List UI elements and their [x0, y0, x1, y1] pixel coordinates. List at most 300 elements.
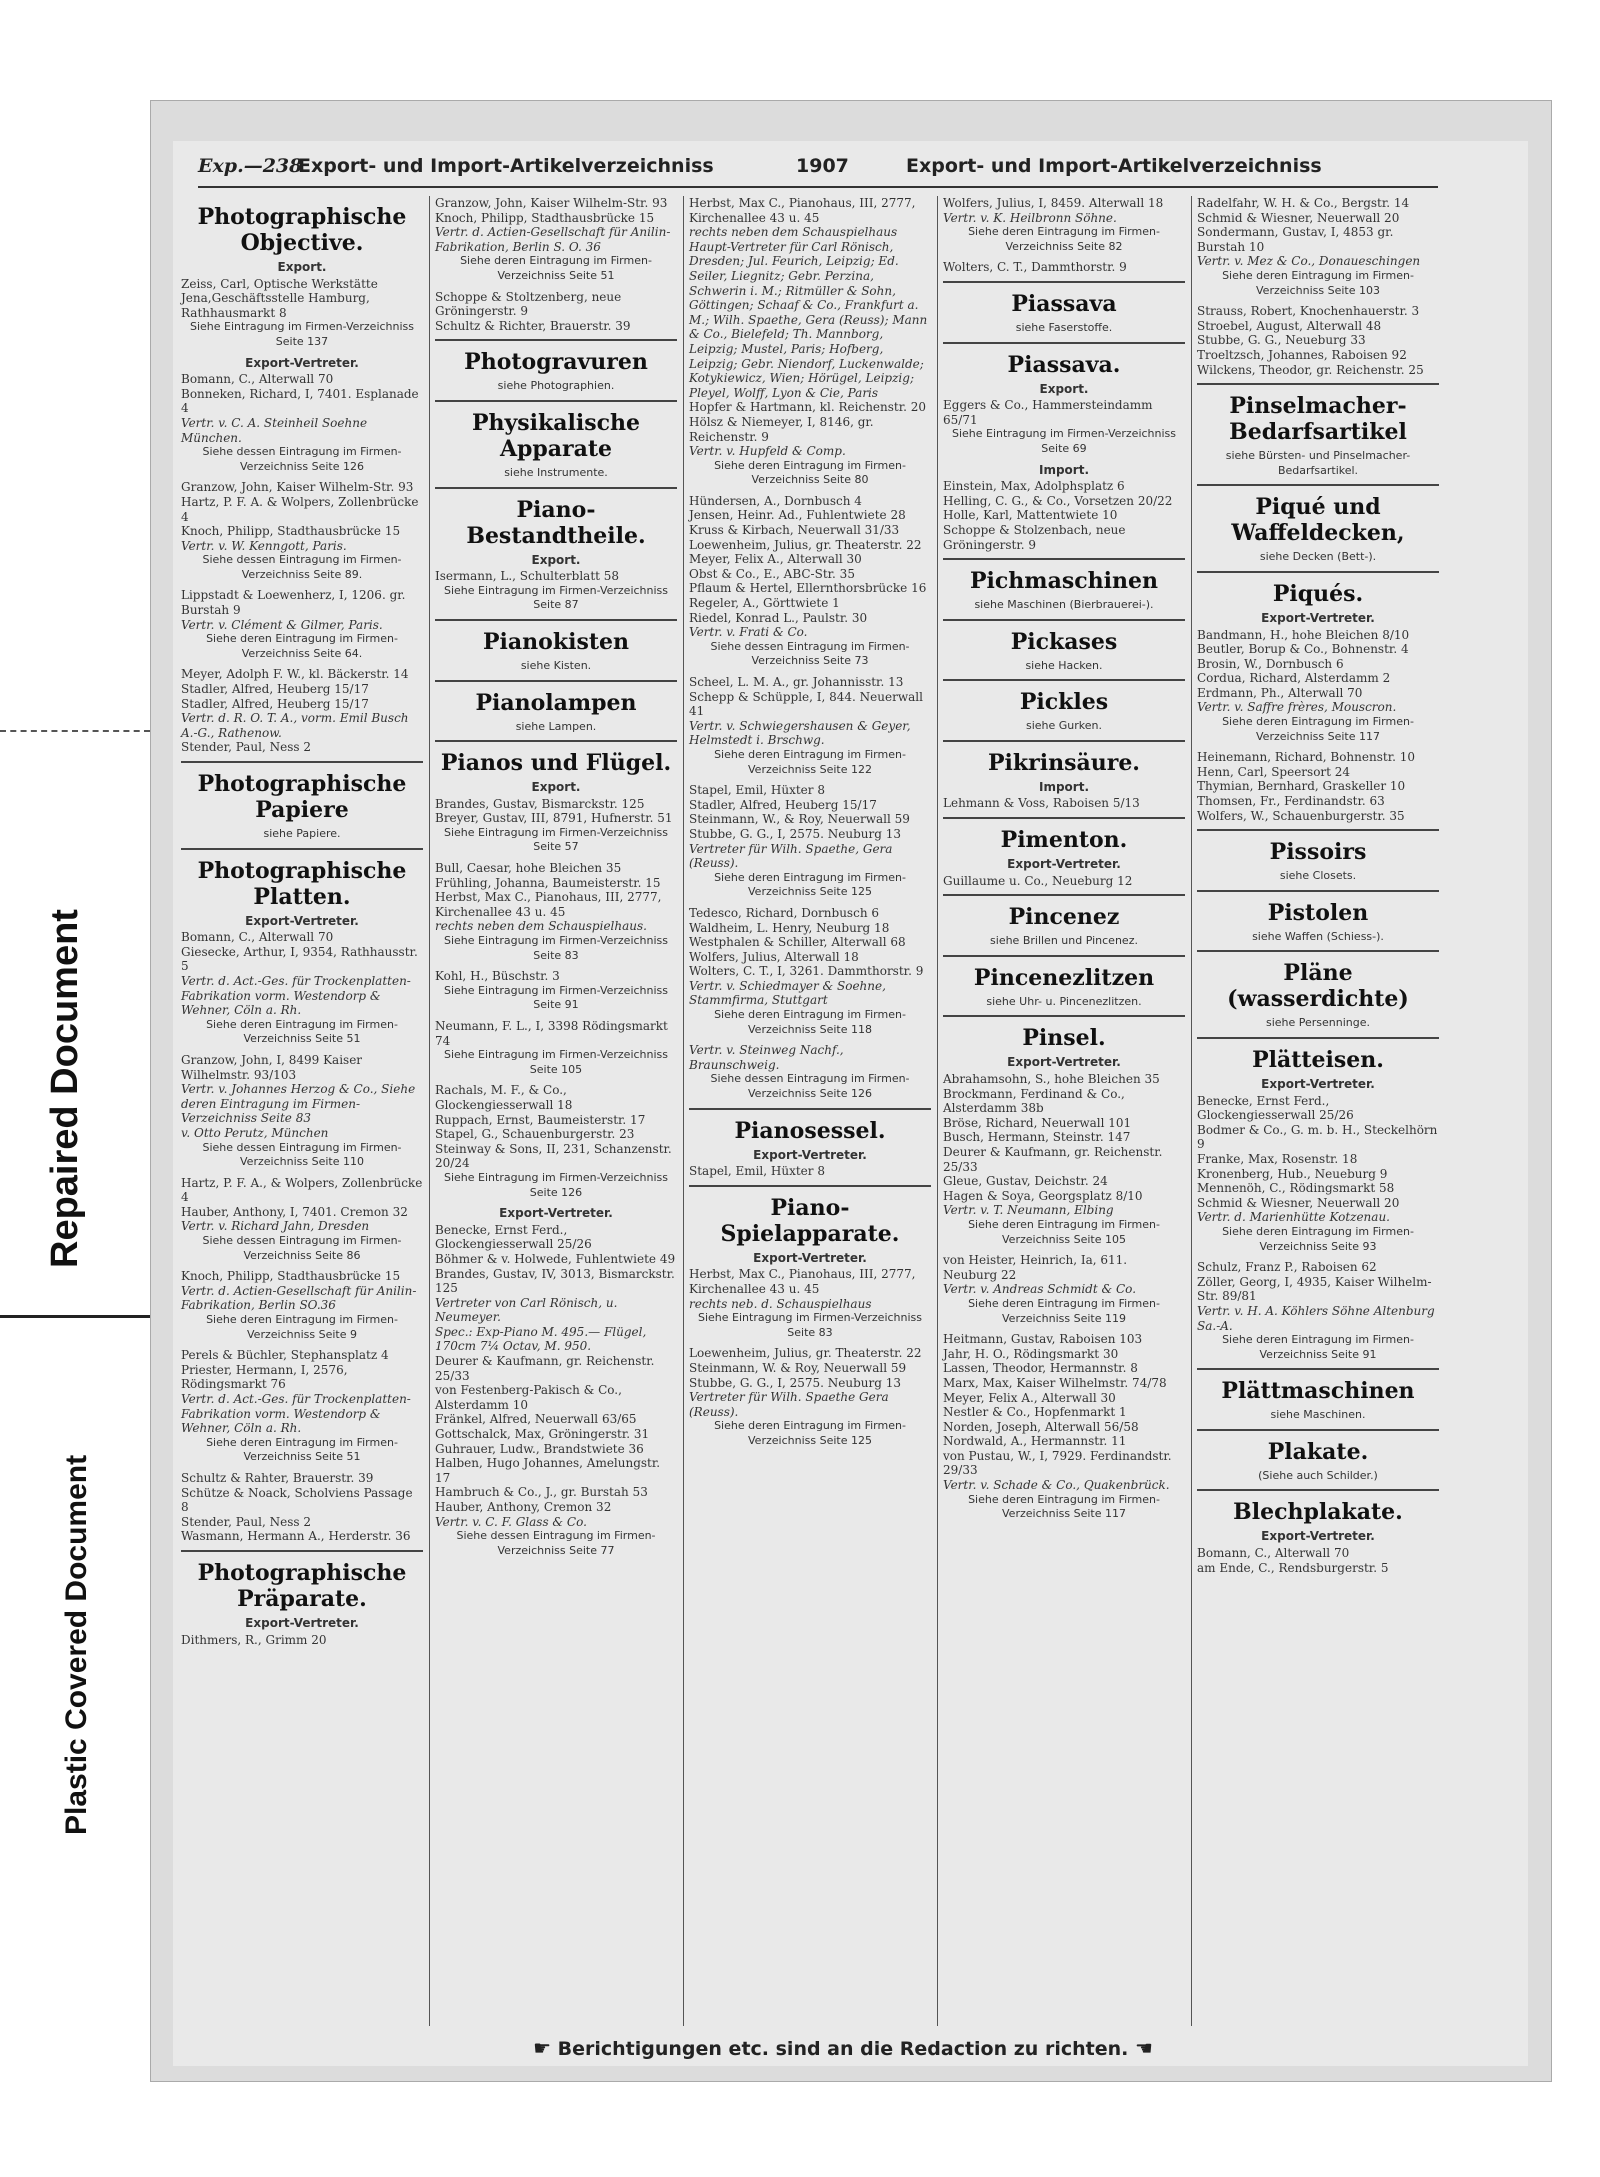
- firm-entry: Knoch, Philipp, Stadthausbrücke 15: [181, 524, 401, 539]
- section-heading: Photographische Papiere: [197, 771, 407, 823]
- firm-entry: Granzow, John, I, 8499 Kaiser Wilhelmstr. 93/103: [181, 1052, 363, 1082]
- register-reference: Siehe deren Eintragung im Firmen-Verzeichniss Seite 125: [714, 870, 906, 899]
- firm-entry: Waldheim, L. Henry, Neuburg 18: [689, 920, 890, 935]
- representation-note: Vertreter für Wilh. Spaethe, Gera (Reuss).: [689, 841, 893, 871]
- representation-note: Vertr. v. Schiedmayer & Soehne, Stammfirma, Stuttgart: [689, 978, 886, 1008]
- firm-entry: Franke, Max, Rosenstr. 18: [1197, 1151, 1358, 1166]
- cross-reference: siehe Gurken.: [1025, 719, 1103, 733]
- footer-text: Berichtigungen etc. sind an die Redaction zu richten.: [557, 2038, 1129, 2060]
- firm-entry: Loewenheim, Julius, gr. Theaterstr. 22: [689, 1346, 922, 1361]
- firm-entry: Helling, C. G., & Co., Vorsetzen 20/22: [943, 493, 1173, 508]
- section-rule: [943, 619, 1185, 621]
- register-reference: Siehe deren Eintragung im Firmen-Verzeichniss Seite 118: [714, 1008, 906, 1036]
- firm-entry: Fränkel, Alfred, Neuerwall 63/65: [435, 1412, 637, 1427]
- register-reference: Siehe Eintragung im Firmen-Verzeichniss Seite 57: [443, 825, 669, 854]
- firm-entry: Regeler, A., Görttwiete 1: [689, 596, 840, 611]
- sidebar: [0, 0, 150, 2177]
- firm-entry: am Ende, C., Rendsburgerstr. 5: [1197, 1560, 1389, 1575]
- cross-reference: siehe Maschinen.: [1270, 1408, 1366, 1422]
- section-rule: [943, 955, 1185, 957]
- register-reference: Siehe Eintragung im Firmen-Verzeichniss Seite 87: [443, 583, 669, 612]
- cross-reference: siehe Bürsten- und Pinselmacher-Bedarfsartikel.: [1225, 449, 1411, 477]
- firm-entry: Ruppach, Ernst, Baumeisterstr. 17: [435, 1112, 646, 1127]
- representation-note: Vertr. v. H. A. Köhlers Söhne Altenburg Sa.-A.: [1197, 1303, 1435, 1333]
- firm-entry: Loewenheim, Julius, gr. Theaterstr. 22: [689, 537, 922, 552]
- section-rule: [943, 679, 1185, 681]
- firm-entry: Stubbe, G. G., I, 2575. Neuburg 13: [689, 826, 902, 841]
- section-heading: Pissoirs: [1269, 839, 1367, 866]
- register-reference: Siehe dessen Eintragung im Firmen-Verzeichniss Seite 86: [202, 1234, 402, 1262]
- firm-entry: Herbst, Max C., Pianohaus, III, 2777, Kirchenallee 43 u. 45: [435, 890, 662, 919]
- firm-entry: Troeltzsch, Johannes, Raboisen 92: [1197, 347, 1407, 362]
- firm-entry: von Pustau, W., I, 7929. Ferdinandstr. 29/33: [943, 1448, 1172, 1478]
- subheading: Export-Vertreter.: [1007, 857, 1121, 872]
- firm-entry: Meyer, Felix A., Alterwall 30: [689, 552, 862, 567]
- subheading: Import.: [1038, 779, 1089, 794]
- column-2: [435, 196, 677, 2026]
- firm-entry: Jensen, Heinr. Ad., Fuhlentwiete 28: [689, 508, 906, 523]
- representation-note: Vertr. d. Act.-Ges. für Trockenplatten-Fabrikation vorm. Westendorp & Wehner, Cöln a. Rh.: [181, 973, 411, 1018]
- subheading: Export.: [277, 260, 327, 274]
- column-4: [943, 196, 1185, 2026]
- firm-entry: von Festenberg-Pakisch & Co., Alsterdamm 10: [435, 1383, 622, 1412]
- firm-entry: Schoppe & Stolzenbach, neue Gröningerstr. 9: [943, 522, 1126, 552]
- column-rule: [429, 196, 430, 2026]
- register-reference: Siehe deren Eintragung im Firmen-Verzeichniss Seite 105: [968, 1217, 1160, 1246]
- firm-entry: von Heister, Heinrich, Ia, 611. Neuburg 22: [943, 1253, 1128, 1282]
- header-title-left: Export- und Import-Artikelverzeichniss: [298, 155, 714, 177]
- firm-entry: Lippstadt & Loewenherz, I, 1206. gr. Burstah 9: [181, 588, 406, 618]
- firm-entry: Isermann, L., Schulterblatt 58: [435, 569, 620, 584]
- representation-note: Vertr. v. K. Heilbronn Söhne.: [943, 210, 1117, 225]
- firm-entry: Lehmann & Voss, Raboisen 5/13: [943, 796, 1140, 811]
- section-rule: [689, 1108, 931, 1110]
- pointing-hand-right-icon: ☛: [533, 2036, 552, 2060]
- subheading: Export-Vertreter.: [245, 913, 359, 928]
- section-rule: [1197, 383, 1439, 385]
- firm-entry: Herbst, Max C., Pianohaus, III, 2777, Kirchenallee 43 u. 45: [689, 196, 916, 225]
- register-reference: Siehe deren Eintragung im Firmen-Verzeichniss Seite 82: [968, 225, 1160, 253]
- section-rule: [1197, 1368, 1439, 1370]
- representation-note: Vertr. d. R. O. T. A., vorm. Emil Busch A.-G., Rathenow.: [181, 711, 409, 740]
- firm-entry: Guhrauer, Ludw., Brandstwiete 36: [435, 1441, 644, 1456]
- page-header: [198, 155, 1438, 183]
- firm-entry: Schütze & Noack, Scholviens Passage 8: [181, 1485, 413, 1515]
- firm-entry: Schepp & Schüpple, I, 844. Neuerwall 41: [689, 689, 923, 719]
- firm-entry: Thomsen, Fr., Ferdinandstr. 63: [1197, 794, 1385, 809]
- firm-entry: Bomann, C., Alterwall 70: [181, 372, 334, 387]
- register-reference: Siehe deren Eintragung im Firmen-Verzeichniss Seite 51: [206, 1435, 398, 1464]
- representation-note: Vertr. v. Steinweg Nachf., Braunschweig.: [689, 1043, 844, 1072]
- firm-entry: Dithmers, R., Grimm 20: [181, 1632, 327, 1647]
- firm-entry: Zeiss, Carl, Optische Werkstätte Jena,Geschäftsstelle Hamburg, Rathhausmarkt 8: [181, 276, 378, 320]
- firm-entry: Böhmer & v. Holwede, Fuhlentwiete 49: [435, 1251, 676, 1266]
- register-reference: Siehe deren Eintragung im Firmen-Verzeichniss Seite 119: [968, 1296, 1160, 1325]
- section-rule: [943, 740, 1185, 742]
- register-reference: Siehe deren Eintragung im Firmen-Verzeichniss Seite 51: [460, 254, 652, 282]
- register-reference: Siehe Eintragung im Firmen-Verzeichniss Seite 69: [951, 427, 1177, 455]
- cross-reference: siehe Brillen und Pincenez.: [990, 934, 1138, 948]
- firm-entry: Stadler, Alfred, Heuberg 15/17: [181, 682, 369, 697]
- subheading: Export-Vertreter.: [1261, 610, 1375, 625]
- firm-entry: Zöller, Georg, I, 4935, Kaiser Wilhelm-Str. 89/81: [1197, 1274, 1432, 1304]
- section-rule: [943, 1015, 1185, 1017]
- section-rule: [435, 619, 677, 621]
- section-heading: Blechplakate.: [1233, 1499, 1403, 1526]
- firm-entry: Marx, Max, Kaiser Wilhelmstr. 74/78: [943, 1375, 1167, 1390]
- firm-entry: Granzow, John, Kaiser Wilhelm-Str. 93: [181, 480, 414, 495]
- section-heading: Pichmaschinen: [970, 568, 1158, 595]
- representation-note: Vertr. v. Schade & Co., Quakenbrück.: [943, 1478, 1170, 1493]
- representation-note: Vertreter von Carl Rönisch, u. Neumeyer.: [435, 1295, 618, 1325]
- firm-entry: Radelfahr, W. H. & Co., Bergstr. 14: [1197, 196, 1410, 210]
- section-rule: [943, 894, 1185, 896]
- register-reference: Siehe deren Eintragung im Firmen-Verzeichniss Seite 80: [714, 458, 906, 487]
- firm-entry: Bomann, C., Alterwall 70: [1197, 1546, 1350, 1561]
- section-heading: Pickles: [1019, 689, 1109, 716]
- firm-entry: Schmid & Wiesner, Neuerwall 20: [1197, 1195, 1400, 1210]
- firm-entry: Gottschalck, Max, Gröningerstr. 31: [435, 1427, 650, 1442]
- firm-entry: Stadler, Alfred, Heuberg 15/17: [689, 797, 877, 812]
- cross-reference: (Siehe auch Schilder.): [1258, 1468, 1378, 1482]
- firm-entry: Beutler, Borup & Co., Bohnenstr. 4: [1197, 642, 1409, 657]
- section-rule: [943, 342, 1185, 344]
- section-heading: Pianosessel.: [734, 1117, 886, 1144]
- firm-entry: Benecke, Ernst Ferd., Glockengiesserwall 25/26: [435, 1222, 592, 1252]
- firm-entry: Erdmann, Ph., Alterwall 70: [1197, 685, 1363, 700]
- cross-reference: siehe Maschinen (Bierbrauerei-).: [974, 598, 1154, 612]
- firm-entry: Hauber, Anthony, Cremon 32: [435, 1500, 612, 1514]
- firm-entry: Hartz, P. F. A., & Wolpers, Zollenbrücke 4: [181, 1175, 423, 1205]
- representation-note: rechts neben dem Schauspielhaus: [689, 225, 898, 240]
- firm-entry: Kronenberg, Hub., Neueburg 9: [1197, 1166, 1388, 1181]
- firm-entry: Henn, Carl, Speersort 24: [1197, 764, 1351, 779]
- section-rule: [1197, 1429, 1439, 1431]
- firm-entry: Wolters, C. T., Dammthorstr. 9: [943, 260, 1127, 275]
- section-rule: [689, 1185, 931, 1187]
- section-rule: [435, 680, 677, 682]
- section-rule: [1197, 829, 1439, 831]
- representation-note: Vertr. d. Act.-Ges. für Trockenplatten-Fabrikation vorm. Westendorp & Wehner, Cöln a. Rh.: [181, 1392, 411, 1436]
- firm-entry: Holle, Karl, Mattentwiete 10: [943, 508, 1118, 523]
- register-reference: Siehe deren Eintragung im Firmen-Verzeichniss Seite 117: [1222, 715, 1414, 743]
- cross-reference: siehe Closets.: [1279, 869, 1357, 883]
- firm-entry: Hagen & Soya, Georgsplatz 8/10: [943, 1188, 1143, 1203]
- firm-entry: Bröse, Richard, Neuerwall 101: [943, 1115, 1132, 1130]
- subheading: Export-Vertreter.: [753, 1147, 867, 1162]
- section-rule: [943, 558, 1185, 560]
- firm-entry: Heitmann, Gustav, Raboisen 103: [943, 1332, 1143, 1347]
- representation-note: Vertr. d. Marienhütte Kotzenau.: [1197, 1210, 1390, 1225]
- section-heading: Pinselmacher-Bedarfsartikel: [1229, 393, 1407, 446]
- register-reference: Siehe deren Eintragung im Firmen-Verzeichniss Seite 51: [206, 1017, 398, 1046]
- firm-entry: Cordua, Richard, Alsterdamm 2: [1197, 671, 1391, 686]
- label-divider: [0, 1315, 150, 1318]
- section-rule: [181, 848, 423, 850]
- cross-reference: siehe Uhr- u. Pincenezlitzen.: [986, 994, 1142, 1008]
- section-heading: Piassava: [1011, 290, 1117, 317]
- repaired-document-label: Repaired Document: [44, 909, 86, 1268]
- firm-entry: Stroebel, August, Alterwall 48: [1197, 318, 1382, 333]
- register-reference: Siehe Eintragung im Firmen-Verzeichniss Seite 91: [443, 983, 669, 1012]
- section-rule: [435, 400, 677, 402]
- representation-note: Spec.: Exp-Piano M. 495.— Flügel, 170cm 7¼ Octav, M. 950.: [435, 1324, 647, 1354]
- firm-entry: Perels & Büchler, Stephansplatz 4: [181, 1348, 389, 1363]
- column-rule: [1191, 196, 1192, 2026]
- representation-note: Vertr. d. Actien-Gesellschaft für Anilin-Fabrikation, Berlin S. O. 36: [435, 225, 671, 254]
- firm-entry: Hartz, P. F. A. & Wolpers, Zollenbrücke 4: [181, 494, 419, 524]
- cross-reference: siehe Faserstoffe.: [1015, 320, 1113, 334]
- firm-entry: Tedesco, Richard, Dornbusch 6: [689, 905, 879, 920]
- representation-note: Vertr. v. Richard Jahn, Dresden: [181, 1219, 370, 1234]
- firm-entry: Jahr, H. O., Rödingsmarkt 30: [943, 1346, 1119, 1361]
- section-heading: Piano-Bestandtheile.: [466, 496, 646, 549]
- firm-entry: Schultz & Rahter, Brauerstr. 39: [181, 1470, 374, 1485]
- section-rule: [1197, 1037, 1439, 1039]
- column-rule: [683, 196, 684, 2026]
- page-reference: Exp.—238: [198, 155, 303, 177]
- register-reference: Siehe Eintragung im Firmen-Verzeichniss Seite 105: [443, 1048, 669, 1076]
- dashed-divider: [0, 730, 150, 732]
- register-reference: Siehe deren Eintragung im Firmen-Verzeichniss Seite 125: [714, 1419, 906, 1447]
- firm-entry: Hölsz & Niemeyer, I, 8146, gr. Reichenstr. 9: [689, 414, 874, 444]
- firm-entry: Norden, Joseph, Alterwall 56/58: [943, 1419, 1139, 1434]
- firm-entry: Hambruch & Co., J., gr. Burstah 53: [435, 1485, 648, 1500]
- scanned-page: [150, 100, 1552, 2082]
- representation-note: Vertr. v. W. Kenngott, Paris.: [181, 538, 347, 553]
- firm-entry: Bull, Caesar, hohe Bleichen 35: [435, 861, 622, 876]
- firm-entry: Benecke, Ernst Ferd., Glockengiesserwall 25/26: [1197, 1093, 1354, 1123]
- section-heading: Physikalische Apparate: [471, 409, 641, 462]
- firm-entry: Priester, Hermann, I, 2576, Rödingsmarkt 76: [181, 1362, 348, 1392]
- firm-entry: Bonneken, Richard, I, 7401. Esplanade 4: [181, 386, 419, 416]
- cross-reference: siehe Waffen (Schiess-).: [1252, 929, 1384, 943]
- firm-entry: Wolfers, W., Schauenburgerstr. 35: [1197, 808, 1405, 823]
- firm-entry: Halben, Hugo Johannes, Amelungstr. 17: [435, 1456, 661, 1485]
- firm-entry: Thymian, Bernhard, Graskeller 10: [1197, 779, 1406, 794]
- firm-entry: Schoppe & Stoltzenberg, neue Gröningerstr. 9: [435, 289, 622, 319]
- firm-entry: Steinway & Sons, II, 231, Schanzenstr. 20/24: [435, 1141, 672, 1171]
- section-heading: Photographische Platten.: [197, 857, 407, 910]
- subheading: Export-Vertreter.: [1261, 1077, 1375, 1091]
- cross-reference: siehe Decken (Bett-).: [1259, 550, 1377, 564]
- firm-entry: Stender, Paul, Ness 2: [181, 1514, 311, 1529]
- section-heading: Plätteisen.: [1252, 1047, 1384, 1073]
- section-rule: [181, 761, 423, 763]
- representation-note: Vertr. v. T. Neumann, Elbing: [943, 1203, 1114, 1218]
- register-reference: Siehe Eintragung im Firmen-Verzeichniss Seite 126: [443, 1170, 669, 1199]
- cross-reference: siehe Papiere.: [263, 827, 341, 840]
- firm-entry: Steinmann, W., & Roy, Neuerwall 59: [689, 812, 910, 827]
- firm-entry: Meyer, Felix A., Alterwall 30: [943, 1390, 1116, 1405]
- representation-note: Vertr. v. Mez & Co., Donaueschingen: [1197, 254, 1421, 269]
- representation-note: rechts neb. d. Schauspielhaus: [689, 1296, 872, 1311]
- section-heading: Pikrinsäure.: [988, 749, 1140, 776]
- pointing-hand-left-icon: ☚: [1134, 2036, 1153, 2060]
- register-reference: Siehe dessen Eintragung im Firmen-Verzeichniss Seite 126: [202, 445, 402, 473]
- register-reference: Siehe dessen Eintragung im Firmen-Verzeichniss Seite 77: [456, 1529, 656, 1557]
- firm-entry: Steinmann, W. & Roy, Neuerwall 59: [689, 1360, 907, 1375]
- representation-note: Vertr. v. C. F. Glass & Co.: [435, 1514, 587, 1529]
- section-heading: Pianokisten: [483, 628, 629, 655]
- representation-note: rechts neben dem Schauspielhaus.: [435, 919, 647, 934]
- section-rule: [1197, 950, 1439, 952]
- firm-entry: Schmid & Wiesner, Neuerwall 20: [1197, 210, 1400, 225]
- section-heading: Pickases: [1010, 628, 1118, 655]
- section-rule: [943, 281, 1185, 283]
- representation-note: Vertr. v. Schwiegershausen & Geyer, Helmstedt i. Brschwg.: [689, 718, 911, 748]
- firm-entry: Granzow, John, Kaiser Wilhelm-Str. 93: [435, 196, 668, 210]
- section-heading: Piqué und Waffeldecken,: [1231, 494, 1405, 547]
- representation-note: Vertr. v. C. A. Steinheil Soehne München.: [181, 415, 368, 445]
- firm-entry: Gleue, Gustav, Deichstr. 24: [943, 1174, 1108, 1189]
- section-heading: Pincenez: [1008, 904, 1120, 931]
- representation-note: Vertr. v. Hupfeld & Comp.: [689, 444, 846, 459]
- firm-entry: Obst & Co., E., ABC-Str. 35: [689, 566, 855, 581]
- firm-entry: Knoch, Philipp, Stadthausbrücke 15: [181, 1269, 401, 1284]
- subheading: Import.: [1038, 462, 1089, 477]
- firm-entry: Stapel, Emil, Hüxter 8: [689, 1164, 825, 1179]
- register-reference: Siehe dessen Eintragung im Firmen-Verzeichniss Seite 89.: [202, 553, 402, 581]
- register-reference: Siehe deren Eintragung im Firmen-Verzeichniss Seite 64.: [206, 632, 398, 660]
- firm-entry: Bomann, C., Alterwall 70: [181, 930, 334, 945]
- section-heading: Pianos und Flügel.: [440, 750, 672, 777]
- section-heading: Photogravuren: [464, 349, 648, 376]
- page-paper: [173, 141, 1528, 2066]
- column-5: [1197, 196, 1439, 2026]
- firm-entry: Abrahamsohn, S., hohe Bleichen 35: [943, 1072, 1160, 1087]
- firm-entry: Rachals, M. F., & Co., Glockengiesserwall 18: [435, 1083, 573, 1112]
- firm-entry: Eggers & Co., Hammersteindamm 65/71: [943, 398, 1153, 427]
- firm-entry: Stadler, Alfred, Heuberg 15/17: [181, 696, 369, 711]
- section-heading: Photographische Objective.: [197, 204, 407, 256]
- subheading: Export.: [531, 552, 581, 567]
- register-reference: Siehe deren Eintragung im Firmen-Verzeichniss Seite 122: [714, 747, 906, 776]
- subheading: Export-Vertreter.: [245, 1615, 359, 1630]
- column-3: [689, 196, 931, 2026]
- section-rule: [181, 1550, 423, 1552]
- firm-entry: Stender, Paul, Ness 2: [181, 740, 311, 755]
- register-reference: Siehe deren Eintragung im Firmen-Verzeichniss Seite 91: [1222, 1333, 1414, 1361]
- subheading: Export-Vertreter.: [1007, 1055, 1121, 1070]
- header-title-right: Export- und Import-Artikelverzeichniss: [906, 155, 1322, 177]
- firm-entry: Mennenöh, C., Rödingsmarkt 58: [1197, 1181, 1395, 1196]
- register-reference: Siehe Eintragung im Firmen-Verzeichniss Seite 137: [189, 320, 415, 348]
- firm-entry: Herbst, Max C., Pianohaus, III, 2777, Kirchenallee 43 u. 45: [689, 1267, 916, 1296]
- firm-entry: Neumann, F. L., I, 3398 Rödingsmarkt 74: [435, 1019, 668, 1048]
- section-heading: Pistolen: [1267, 899, 1369, 926]
- representation-note: Vertr. v. Saffre frères, Mouscron.: [1197, 700, 1397, 715]
- firm-entry: Schultz & Richter, Brauerstr. 39: [435, 318, 631, 333]
- firm-entry: Strauss, Robert, Knochenhauerstr. 3: [1197, 304, 1420, 319]
- representation-note: Vertr. v. Frati & Co.: [689, 625, 808, 640]
- cross-reference: siehe Lampen.: [515, 719, 597, 733]
- column-1: [181, 196, 423, 2026]
- firm-entry: Bodmer & Co., G. m. b. H., Steckelhörn 9: [1197, 1122, 1438, 1152]
- firm-entry: Hopfer & Hartmann, kl. Reichenstr. 20: [689, 400, 927, 415]
- section-heading: Pincenezlitzen: [973, 964, 1155, 991]
- cross-reference: siehe Hacken.: [1025, 658, 1103, 672]
- firm-entry: Wolfers, Julius, I, 8459. Alterwall 18: [943, 196, 1164, 210]
- firm-entry: Guillaume u. Co., Neueburg 12: [943, 873, 1133, 888]
- section-heading: Piano-Spielapparate.: [720, 1194, 900, 1247]
- firm-entry: Stubbe, G. G., Neueburg 33: [1197, 333, 1366, 348]
- firm-entry: Kruss & Kirbach, Neuerwall 31/33: [689, 523, 900, 538]
- register-reference: Siehe deren Eintragung im Firmen-Verzeichniss Seite 117: [968, 1492, 1160, 1521]
- section-heading: Plakate.: [1267, 1438, 1369, 1465]
- representation-note: Vertr. d. Actien-Gesellschaft für Anilin-Fabrikation, Berlin SO.36: [181, 1283, 417, 1313]
- firm-entry: Pflaum & Hertel, Ellernthorsbrücke 16: [689, 581, 927, 596]
- representation-note: Haupt-Vertreter für Carl Rönisch, Dresden; Jul. Feurich, Leipzig; Ed. Seiler, Liegnitz; Gebr. Perzina, Schwerin i. M.; Ritmüller & Sohn, Göttingen; Schaaf & Co., Frankfurt a. M.; Wilh. Spaethe, Gera (Reuss); Mann & Co., Bielefeld; Th. Mannborg, Leipzig; Mustel, Paris; Hofberg, Leipzig; Gebr. Niendorf, Luckenwalde; Kotykiewicz, Wien; Hörügel, Leipzig; Pleyel, Wolff, Lyon & Cie, Paris: [689, 239, 928, 400]
- section-rule: [435, 487, 677, 489]
- section-rule: [1197, 1489, 1439, 1491]
- section-heading: Pläne (wasserdichte): [1227, 960, 1409, 1013]
- representation-note: Vertr. v. Andreas Schmidt & Co.: [943, 1282, 1137, 1297]
- firm-entry: Heinemann, Richard, Bohnenstr. 10: [1197, 750, 1416, 765]
- register-reference: Siehe Eintragung im Firmen-Verzeichniss Seite 83: [443, 934, 669, 962]
- subheading: Export-Vertreter.: [499, 1206, 613, 1221]
- firm-entry: Hauber, Anthony, I, 7401. Cremon 32: [181, 1204, 408, 1219]
- section-rule: [435, 740, 677, 742]
- firm-entry: Brosin, W., Dornbusch 6: [1197, 656, 1344, 671]
- representation-note: Vertreter für Wilh. Spaethe Gera (Reuss).: [689, 1390, 889, 1419]
- section-heading: Pimenton.: [1000, 827, 1128, 854]
- subheading: Export.: [1039, 381, 1089, 396]
- firm-entry: Nordwald, A., Hermannstr. 11: [943, 1434, 1127, 1449]
- register-reference: Siehe deren Eintragung im Firmen-Verzeichniss Seite 103: [1222, 268, 1414, 297]
- subheading: Export.: [531, 780, 581, 795]
- firm-entry: Einstein, Max, Adolphsplatz 6: [943, 479, 1125, 494]
- footer-notice: [463, 2036, 1223, 2060]
- register-reference: Siehe Eintragung im Firmen-Verzeichniss Seite 83: [697, 1311, 923, 1339]
- firm-entry: Lassen, Theodor, Hermannstr. 8: [943, 1361, 1138, 1376]
- firm-entry: Stubbe, G. G., I, 2575. Neuburg 13: [689, 1375, 902, 1390]
- section-rule: [943, 817, 1185, 819]
- firm-entry: Frühling, Johanna, Baumeisterstr. 15: [435, 875, 661, 890]
- section-heading: Photographische Präparate.: [197, 1559, 407, 1612]
- plastic-covered-label: Plastic Covered Document: [60, 1454, 93, 1835]
- firm-entry: Sondermann, Gustav, I, 4853 gr. Burstah 10: [1197, 225, 1394, 254]
- firm-entry: Meyer, Adolph F. W., kl. Bäckerstr. 14: [181, 667, 409, 682]
- column-rule: [937, 196, 938, 2026]
- firm-entry: Deurer & Kaufmann, gr. Reichenstr. 25/33: [435, 1354, 655, 1383]
- representation-note: Vertr. v. Clément & Gilmer, Paris.: [181, 617, 383, 632]
- section-heading: Piassava.: [1007, 351, 1121, 378]
- register-reference: Siehe dessen Eintragung im Firmen-Verzeichniss Seite 73: [710, 639, 910, 668]
- firm-entry: Riedel, Konrad L., Paulstr. 30: [689, 610, 868, 625]
- firm-entry: Brockmann, Ferdinand & Co., Alsterdamm 38b: [943, 1086, 1125, 1116]
- section-heading: Plättmaschinen: [1221, 1378, 1415, 1405]
- firm-entry: Deurer & Kaufmann, gr. Reichenstr. 25/33: [943, 1145, 1163, 1174]
- section-rule: [1197, 890, 1439, 892]
- firm-entry: Brandes, Gustav, IV, 3013, Bismarckstr. 125: [435, 1266, 675, 1296]
- header-year: 1907: [796, 155, 849, 177]
- subheading: Export-Vertreter.: [753, 1250, 867, 1265]
- cross-reference: siehe Persenninge.: [1265, 1016, 1371, 1030]
- firm-entry: Bandmann, H., hohe Bleichen 8/10: [1197, 627, 1410, 642]
- cross-reference: siehe Kisten.: [520, 658, 592, 672]
- register-reference: Siehe dessen Eintragung im Firmen-Verzeichniss Seite 110: [202, 1140, 402, 1169]
- section-rule: [1197, 484, 1439, 486]
- subheading: Export-Vertreter.: [245, 355, 359, 370]
- section-heading: Pianolampen: [475, 689, 637, 716]
- firm-entry: Brandes, Gustav, Bismarckstr. 125: [435, 796, 645, 811]
- firm-entry: Scheel, L. M. A., gr. Johannisstr. 13: [689, 675, 904, 689]
- firm-entry: Kohl, H., Büschstr. 3: [435, 969, 560, 984]
- firm-entry: Busch, Hermann, Steinstr. 147: [943, 1130, 1131, 1145]
- firm-entry: Giesecke, Arthur, I, 9354, Rathhausstr. 5: [181, 944, 418, 974]
- firm-entry: Stapel, Emil, Hüxter 8: [689, 783, 825, 798]
